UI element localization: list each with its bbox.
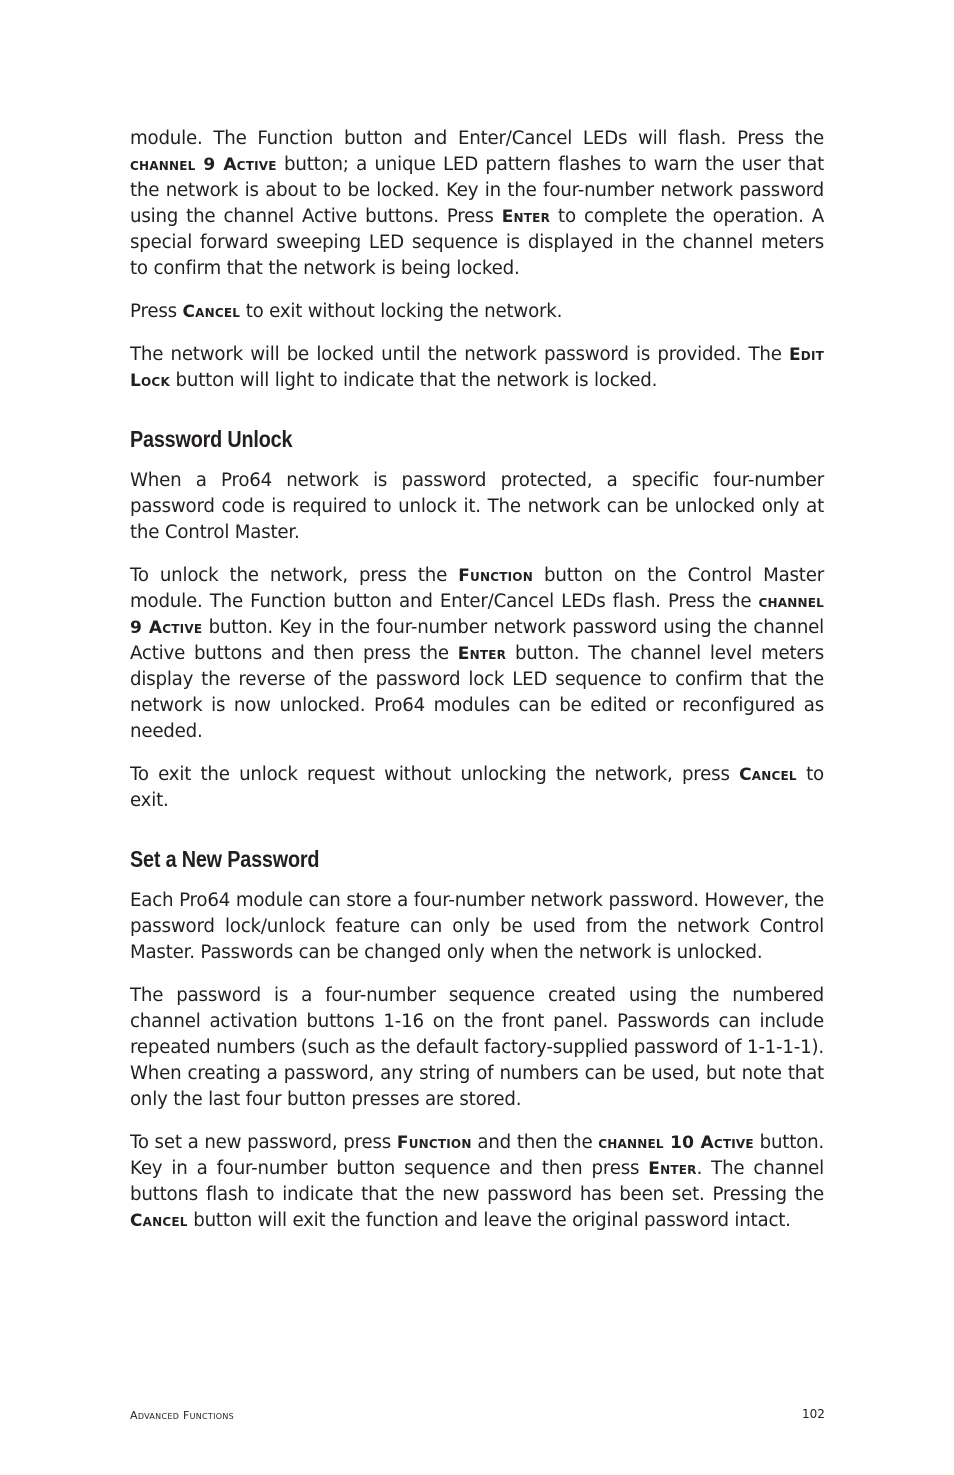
button-name-cancel: Cancel	[130, 1211, 188, 1231]
text: to exit without locking the network.	[240, 301, 563, 322]
text: button on the Control Master module. The Function button and Enter/Cancel LEDs flash. Press the	[130, 565, 824, 612]
text: Press	[130, 301, 183, 322]
text: To exit the unlock request without unlocking the network, press	[130, 764, 740, 785]
button-name-function: Function	[458, 566, 533, 586]
text: button. Key in the four-number network password using the channel Active buttons and then press the	[130, 617, 824, 664]
paragraph-lock-procedure	[130, 126, 824, 282]
page-number: 102	[802, 1407, 825, 1421]
paragraph-set-password-procedure	[130, 1130, 824, 1234]
paragraph-locked-state	[130, 342, 824, 394]
section-heading-password-unlock: Password Unlock	[130, 426, 293, 452]
paragraph-unlock-cancel	[130, 762, 824, 814]
button-name-function: Function	[396, 1133, 472, 1153]
text: . The channel buttons flash to indicate that the new password has been set. Pressing the	[130, 1158, 824, 1205]
paragraph-cancel-lock	[130, 299, 824, 325]
button-name-cancel: Cancel	[182, 302, 241, 322]
text: button will light to indicate that the network is locked.	[169, 370, 658, 391]
text: To set a new password, press	[130, 1132, 397, 1153]
button-name-channel-9-active: channel 9 Active	[130, 155, 277, 175]
button-name-channel-10-active: channel 10 Active	[598, 1133, 754, 1153]
text: and then the	[471, 1132, 599, 1153]
text: button will exit the function and leave the original password intact.	[187, 1210, 791, 1231]
text: button. The channel level meters display the reverse of the password lock LED sequence to confirm that the network is now unlocked. Pro64 modules can be edited or reconfigured as needed.	[130, 643, 824, 742]
text: to complete the operation. A special forward sweeping LED sequence is displayed in the channel meters to confirm that the network is being locked.	[130, 206, 824, 279]
footer-section-title: Advanced Functions	[130, 1409, 235, 1422]
paragraph-unlock-procedure	[130, 563, 824, 745]
button-name-cancel: Cancel	[739, 765, 797, 785]
button-name-edit-lock: Edit Lock	[130, 345, 824, 391]
text: To unlock the network, press the	[130, 565, 459, 586]
text: module. The Function button and Enter/Cancel LEDs will flash. Press the	[130, 128, 824, 149]
text: The network will be locked until the network password is provided. The	[130, 344, 789, 365]
text: to exit.	[130, 764, 824, 811]
button-name-channel-9-active: channel 9 Active	[130, 592, 824, 638]
page-body	[130, 126, 824, 1251]
button-name-enter: Enter	[457, 644, 507, 664]
paragraph-password-sequence: The password is a four-number sequence created using the numbered channel activation buttons 1-16 on the front panel. Passwords can include repeated numbers (such as the default factory-supplied password of 1-1-1-1). When creating a password, any string of numbers can be used, but note that only the last four button presses are stored.	[130, 985, 824, 1110]
paragraph-unlock-intro: When a Pro64 network is password protected, a specific four-number password code is required to unlock it. The network can be unlocked only at the Control Master.	[130, 470, 824, 543]
text: button; a unique LED pattern flashes to warn the user that the network is about to be locked. Key in the four-number network password using the channel Active buttons. Press	[130, 154, 824, 227]
text: button. Key in a four-number button sequence and then press	[130, 1132, 824, 1179]
button-name-enter: Enter	[648, 1159, 697, 1179]
button-name-enter: Enter	[501, 207, 551, 227]
paragraph-set-password-intro: Each Pro64 module can store a four-number network password. However, the password lock/unlock feature can only be used from the network Control Master. Passwords can be changed only when the network is unlocked.	[130, 890, 824, 963]
section-heading-set-new-password: Set a New Password	[130, 846, 320, 872]
